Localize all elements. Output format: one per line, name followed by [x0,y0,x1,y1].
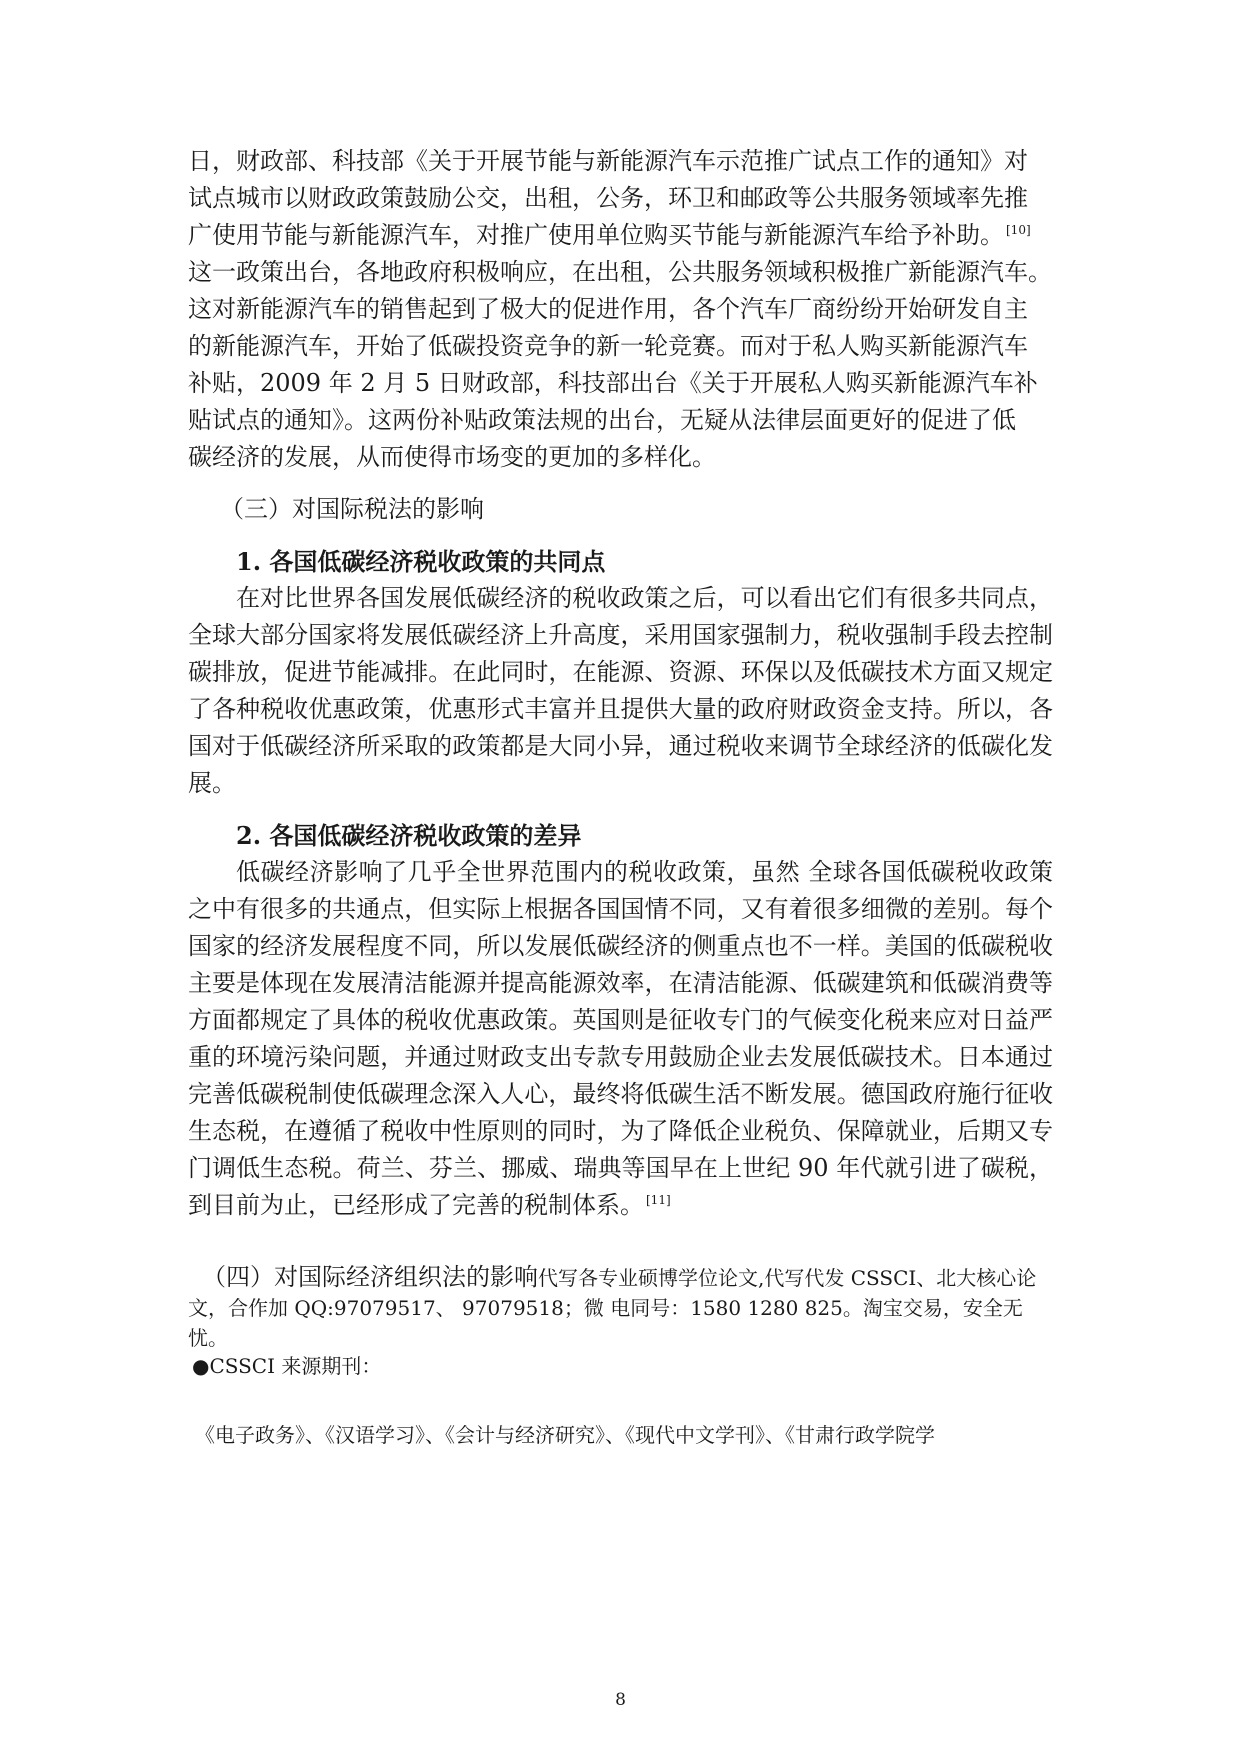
para-1-line-6: 的新能源汽车，开始了低碳投资竞争的新一轮竞赛。而对于私人购买新能源汽车 [188,332,1028,360]
section-4 [188,1262,1053,1353]
subsection-2-heading: 2. 各国低碳经济税收政策的差异 [236,821,582,850]
para-1-line-4: 这一政策出台，各地政府积极响应，在出租，公共服务领域积极推广新能源汽车。 [188,258,1052,286]
cssci-label: ●CSSCI 来源期刊： [192,1354,382,1378]
section-4-paragraph [188,1262,1053,1353]
para-1-line-7: 补贴，2009 年 2 月 5 日财政部，科技部出台《关于开展私人购买新能源汽车补 [188,369,1038,397]
para-1-line-2: 试点城市以财政政策鼓励公交，出租，公务，环卫和邮政等公共服务领域率先推 [188,184,1028,212]
para-1-line-8: 贴试点的通知》。这两份补贴政策法规的出台，无疑从法律层面更好的促进了低 [188,406,1016,434]
para-1-line-3 [188,217,1053,254]
section-4-heading: （四）对国际经济组织法的影响 [202,1263,538,1291]
paragraph-3-text: 低碳经济影响了几乎全世界范围内的税收政策，虽然 全球各国低碳税收政策之中有很多的共通点，但实际上根据各国国情不同，又有着很多细微的差别。每个国家的经济发展程度不同，所以发展低碳经济的侧重点也不一样。美国的低碳税收主要是体现在发展清洁能源并提高能源效率，在清洁能源、低碳建筑和低碳消费等方面都规定了具体的税收优惠政策。英国则是征收专门的气候变化税来应对日益严重的环境污染问题，并通过财政支出专款专用鼓励企业去发展低碳技术。日本通过完善低碳税制使低碳理念深入人心，最终将低碳生活不断发展。德国政府施行征收生态税，在遵循了税收中性原则的同时，为了降低企业税负、保障就业，后期又专门调低生态税。荷兰、芬兰、挪威、瑞典等国早在上世纪 90 年代就引进了碳税，到目前为止，已经形成了完善的税制体系。 [188,858,1053,1219]
page-number: 8 [615,1690,626,1710]
footnote-ref-10: [10] [1006,223,1031,237]
para-1-line-9: 碳经济的发展，从而使得市场变的更加的多样化。 [188,443,716,471]
para-1-line-3-text: 广使用节能与新能源汽车，对推广使用单位购买节能与新能源汽车给予补助。 [188,221,1004,249]
journals-block [195,1420,1065,1450]
section-4-inline-text: 代写各专业硕博学位论文,代写代发 CSSCI、北大核心论文，合作加 QQ:97079517、 97079518；微 电同号：1580 1280 825。淘宝交易，安全无忧。 [188,1266,1037,1350]
section-3-heading-block [220,491,1085,528]
subsection-1-heading: 1. 各国低碳经济税收政策的共同点 [236,547,606,576]
paragraph-3 [188,854,1053,1224]
paragraph-2: 在对比世界各国发展低碳经济的税收政策之后，可以看出它们有很多共同点，全球大部分国家将发展低碳经济上升高度，采用国家强制力，税收强制手段去控制碳排放，促进节能减排。在此同时，在能源、资源、环保以及低碳技术方面又规定了各种税收优惠政策，优惠形式丰富并且提供大量的政府财政资金支持。所以，各国对于低碳经济所采取的政策都是大同小异，通过税收来调节全球经济的低碳化发展。 [188,584,1053,797]
footnote-ref-11: [11] [646,1193,671,1207]
section-3-heading: （三）对国际税法的影响 [220,495,484,523]
cssci-block [192,1351,1057,1381]
para-1-line-1: 日，财政部、科技部《关于开展节能与新能源汽车示范推广试点工作的通知》对 [188,147,1028,175]
subsection-1 [188,543,1053,802]
journals-line: 《电子政务》、《汉语学习》、《会计与经济研究》、《现代中文学刊》、《甘肃行政学院学 [195,1423,935,1447]
para-1-line-5: 这对新能源汽车的销售起到了极大的促进作用，各个汽车厂商纷纷开始研发自主 [188,295,1028,323]
paragraph-1 [188,143,1053,476]
subsection-2 [188,817,1053,1224]
